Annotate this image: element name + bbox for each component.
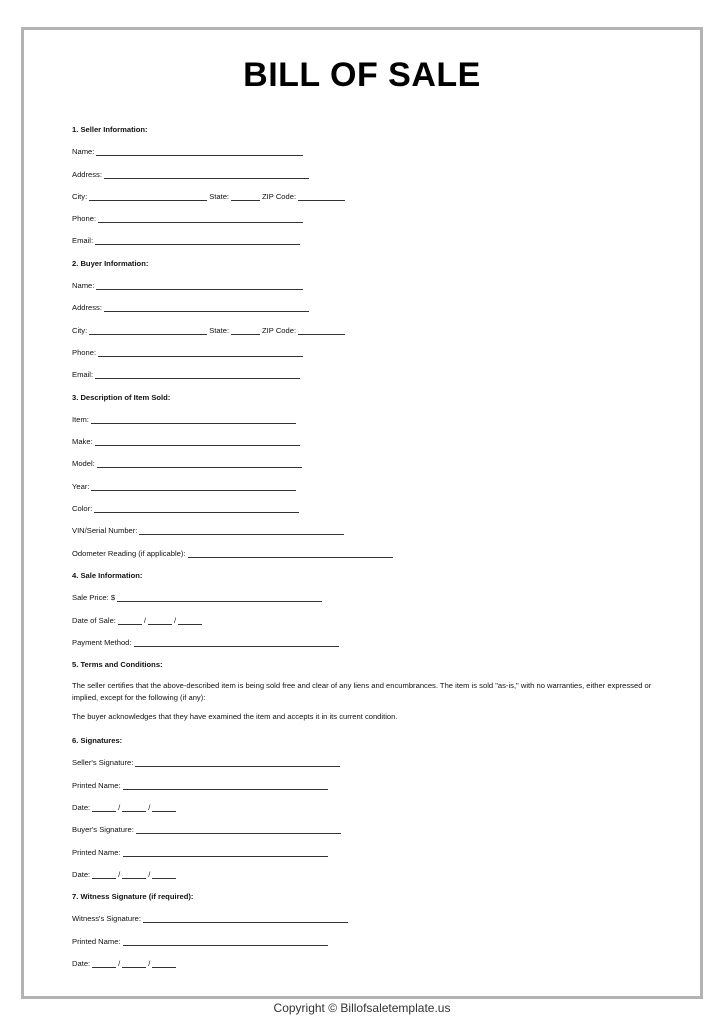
seller-date-month-field[interactable] <box>92 801 116 812</box>
sale-heading: 4. Sale Information: <box>72 570 143 580</box>
seller-city-field[interactable] <box>89 190 207 201</box>
seller-date-day-field[interactable] <box>122 801 146 812</box>
seller-date-label: Date: <box>72 802 91 812</box>
buyer-state-label: State: <box>209 325 230 335</box>
color-field[interactable] <box>94 502 299 513</box>
color-label: Color: <box>72 504 93 514</box>
date-separator: / <box>148 869 151 879</box>
seller-signature-label: Seller's Signature: <box>72 758 134 768</box>
odometer-field[interactable] <box>188 547 393 558</box>
buyer-address-row <box>72 301 672 323</box>
buyer-date-row <box>72 868 672 890</box>
payment-method-row <box>72 636 672 658</box>
sale-date-row <box>72 614 672 636</box>
buyer-city-field[interactable] <box>89 324 207 335</box>
seller-state-label: State: <box>209 191 230 201</box>
seller-city-row <box>72 190 672 212</box>
seller-state-field[interactable] <box>231 190 260 201</box>
date-separator: / <box>118 869 121 879</box>
buyer-printed-field[interactable] <box>123 846 328 857</box>
seller-phone-field[interactable] <box>98 212 303 223</box>
witness-signature-row <box>72 912 672 934</box>
buyer-zip-label: ZIP Code: <box>262 325 297 335</box>
date-separator: / <box>174 615 177 625</box>
buyer-date-day-field[interactable] <box>122 868 146 879</box>
buyer-phone-field[interactable] <box>98 346 303 357</box>
terms-heading: 5. Terms and Conditions: <box>72 660 163 670</box>
seller-name-label: Name: <box>72 147 95 157</box>
color-row <box>72 502 672 524</box>
witness-printed-label: Printed Name: <box>72 936 121 946</box>
buyer-state-field[interactable] <box>231 324 260 335</box>
seller-signature-row <box>72 756 672 778</box>
date-separator: / <box>148 958 151 968</box>
payment-method-field[interactable] <box>134 636 339 647</box>
buyer-name-row <box>72 279 672 301</box>
signatures-heading: 6. Signatures: <box>72 736 123 746</box>
sale-date-label: Date of Sale: <box>72 615 116 625</box>
buyer-address-field[interactable] <box>104 301 309 312</box>
seller-address-row <box>72 168 672 190</box>
make-row <box>72 435 672 457</box>
sale-price-label: Sale Price: $ <box>72 593 116 603</box>
date-separator: / <box>118 958 121 968</box>
form-body <box>72 123 672 979</box>
seller-printed-field[interactable] <box>123 779 328 790</box>
sale-date-day-field[interactable] <box>148 614 172 625</box>
seller-address-label: Address: <box>72 169 102 179</box>
date-separator: / <box>148 802 151 812</box>
witness-date-label: Date: <box>72 958 91 968</box>
buyer-city-row <box>72 324 672 346</box>
item-label: Item: <box>72 414 89 424</box>
year-row <box>72 480 672 502</box>
odometer-row <box>72 547 672 569</box>
seller-printed-label: Printed Name: <box>72 780 121 790</box>
witness-heading: 7. Witness Signature (if required): <box>72 892 194 902</box>
seller-heading: 1. Seller Information: <box>72 125 148 134</box>
seller-email-label: Email: <box>72 236 94 246</box>
vin-label: VIN/Serial Number: <box>72 526 138 536</box>
terms-paragraph-1: The seller certifies that the above-described item is being sold free and clear of any liens and encumbrances. The item is sold "as-is," with no warranties, either expressed or implied, except for the following (if any): <box>72 681 652 702</box>
copyright-footer: Copyright © Billofsaletemplate.us <box>273 1001 451 1015</box>
year-label: Year: <box>72 481 90 491</box>
document-title: BILL OF SALE <box>243 56 481 94</box>
date-separator: / <box>143 615 147 625</box>
witness-date-row <box>72 957 672 979</box>
item-heading: 3. Description of Item Sold: <box>72 392 171 402</box>
seller-signature-field[interactable] <box>135 756 340 767</box>
sale-price-row <box>72 591 672 613</box>
seller-date-row <box>72 801 672 823</box>
buyer-name-field[interactable] <box>96 279 303 290</box>
vin-row <box>72 524 672 546</box>
buyer-signature-field[interactable] <box>136 823 341 834</box>
seller-phone-row <box>72 212 672 234</box>
vin-field[interactable] <box>139 524 344 535</box>
make-field[interactable] <box>95 435 300 446</box>
seller-city-label: City: <box>72 191 88 201</box>
witness-printed-field[interactable] <box>123 935 328 946</box>
buyer-printed-label: Printed Name: <box>72 847 121 857</box>
buyer-name-label: Name: <box>72 281 95 291</box>
witness-signature-label: Witness's Signature: <box>72 914 141 924</box>
item-row <box>72 413 672 435</box>
buyer-printed-row <box>72 846 672 868</box>
seller-printed-row <box>72 779 672 801</box>
buyer-phone-label: Phone: <box>72 347 97 357</box>
model-label: Model: <box>72 459 95 469</box>
buyer-date-label: Date: <box>72 869 91 879</box>
buyer-email-field[interactable] <box>95 368 300 379</box>
buyer-signature-label: Buyer's Signature: <box>72 825 134 835</box>
item-field[interactable] <box>91 413 296 424</box>
date-separator: / <box>118 802 121 812</box>
witness-date-month-field[interactable] <box>92 957 116 968</box>
buyer-email-row <box>72 368 672 390</box>
buyer-signature-row <box>72 823 672 845</box>
sale-date-month-field[interactable] <box>118 614 142 625</box>
buyer-city-label: City: <box>72 325 88 335</box>
seller-address-field[interactable] <box>104 168 309 179</box>
witness-signature-field[interactable] <box>143 912 348 923</box>
odometer-label: Odometer Reading (if applicable): <box>72 548 186 558</box>
seller-name-field[interactable] <box>96 145 303 156</box>
make-label: Make: <box>72 437 93 447</box>
seller-name-row <box>72 145 672 167</box>
buyer-date-year-field[interactable] <box>152 868 176 879</box>
seller-email-row <box>72 234 672 256</box>
witness-date-day-field[interactable] <box>122 957 146 968</box>
buyer-zip-field[interactable] <box>298 324 345 335</box>
year-field[interactable] <box>91 480 296 491</box>
model-row <box>72 457 672 479</box>
seller-phone-label: Phone: <box>72 214 97 224</box>
sale-price-field[interactable] <box>117 591 322 602</box>
model-field[interactable] <box>97 457 302 468</box>
terms-paragraph-2: The buyer acknowledges that they have examined the item and accepts it in its current condition. <box>72 712 398 722</box>
witness-printed-row <box>72 935 672 957</box>
seller-zip-field[interactable] <box>298 190 345 201</box>
payment-method-label: Payment Method: <box>72 637 132 647</box>
witness-date-year-field[interactable] <box>152 957 176 968</box>
seller-date-year-field[interactable] <box>152 801 176 812</box>
sale-date-year-field[interactable] <box>178 614 202 625</box>
seller-email-field[interactable] <box>95 234 300 245</box>
buyer-address-label: Address: <box>72 303 102 313</box>
buyer-phone-row <box>72 346 672 368</box>
buyer-date-month-field[interactable] <box>92 868 116 879</box>
buyer-email-label: Email: <box>72 370 94 380</box>
buyer-heading: 2. Buyer Information: <box>72 258 149 268</box>
seller-zip-label: ZIP Code: <box>262 191 297 201</box>
